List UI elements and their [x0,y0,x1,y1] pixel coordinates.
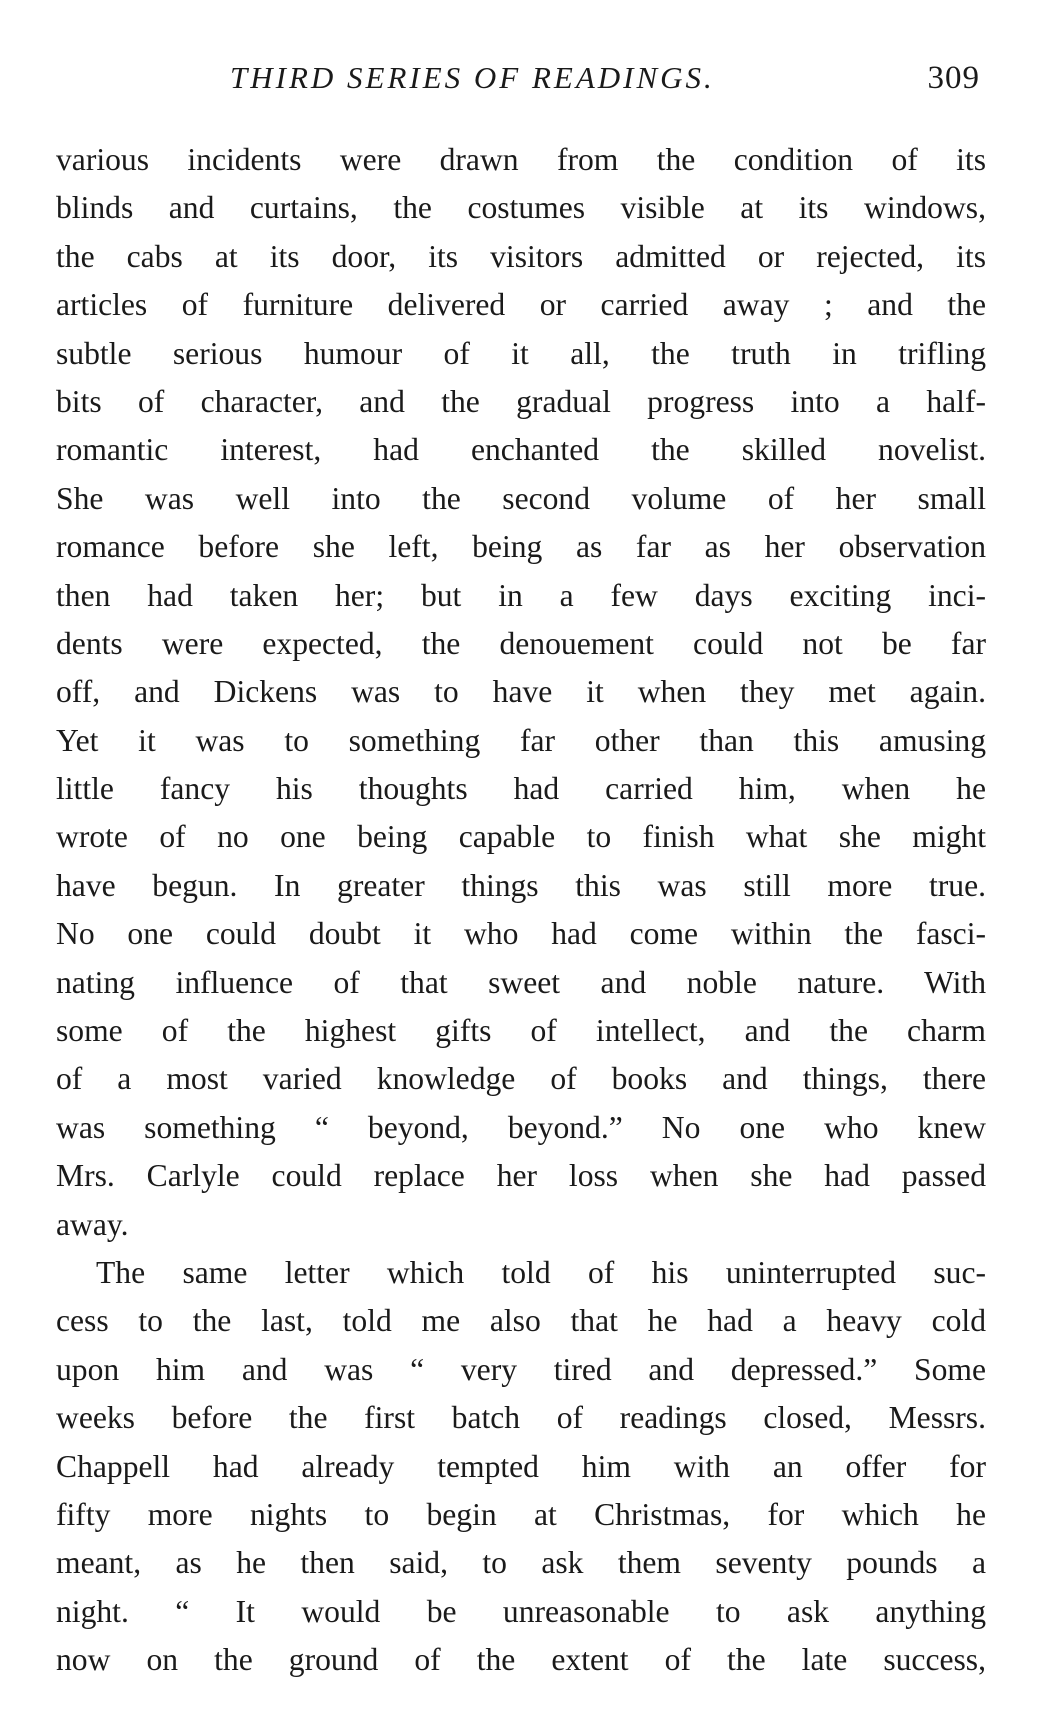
running-head [56,56,986,104]
text-line: away. [56,1206,129,1242]
text-line: little fancy his thoughts had carried him, when he [56,771,986,807]
text-line: blinds and curtains, the costumes visible at its windows, [56,190,986,226]
text-line: off, and Dickens was to have it when they met again. [56,674,986,710]
text-line: No one could doubt it who had come within the fasci- [56,916,986,952]
text-line: nating influence of that sweet and noble nature. With [56,964,986,1000]
text-line: have begun. In greater things this was still more true. [56,867,986,903]
text-line: of a most varied knowledge of books and things, there [56,1061,986,1097]
text-line: then had taken her; but in a few days exciting inci- [56,577,986,613]
text-line: was something “ beyond, beyond.” No one who knew [56,1109,986,1145]
running-title: THIRD SERIES OF READINGS. [230,60,715,95]
text-line: subtle serious humour of it all, the truth in trifling [56,335,986,371]
text-line: Chappell had already tempted him with an offer for [56,1448,986,1484]
text-line: fifty more nights to begin at Christmas, for which he [56,1496,986,1532]
paragraph [56,1249,986,1685]
text-line: She was well into the second volume of her small [56,480,986,516]
paragraph [56,136,986,1249]
text-line: various incidents were drawn from the condition of its [56,142,986,177]
text-line: dents were expected, the denouement could not be far [56,625,986,661]
text-line: the cabs at its door, its visitors admitted or rejected, its [56,238,986,274]
text-line: upon him and was “ very tired and depressed.” Some [56,1351,986,1387]
text-line: wrote of no one being capable to finish what she might [56,819,986,855]
text-line: romantic interest, had enchanted the skilled novelist. [56,432,986,468]
text-line: The same letter which told of his uninterrupted suc- [96,1254,986,1290]
text-line: meant, as he then said, to ask them seventy pounds a [56,1545,986,1581]
text-line: articles of furniture delivered or carried away ; and the [56,287,986,323]
text-line: cess to the last, told me also that he had a heavy cold [56,1303,986,1339]
text-line: now on the ground of the extent of the late success, [56,1642,986,1678]
text-line: bits of character, and the gradual progress into a half- [56,383,986,419]
page-number: 309 [927,60,980,96]
text-line: Yet it was to something far other than this amusing [56,722,986,758]
body-text [56,136,986,1685]
text-line: weeks before the first batch of readings closed, Messrs. [56,1400,986,1436]
text-line: night. “ It would be unreasonable to ask anything [56,1593,986,1629]
text-line: romance before she left, being as far as her observation [56,529,986,565]
text-line: some of the highest gifts of intellect, and the charm [56,1013,986,1049]
text-line: Mrs. Carlyle could replace her loss when she had passed [56,1158,986,1194]
